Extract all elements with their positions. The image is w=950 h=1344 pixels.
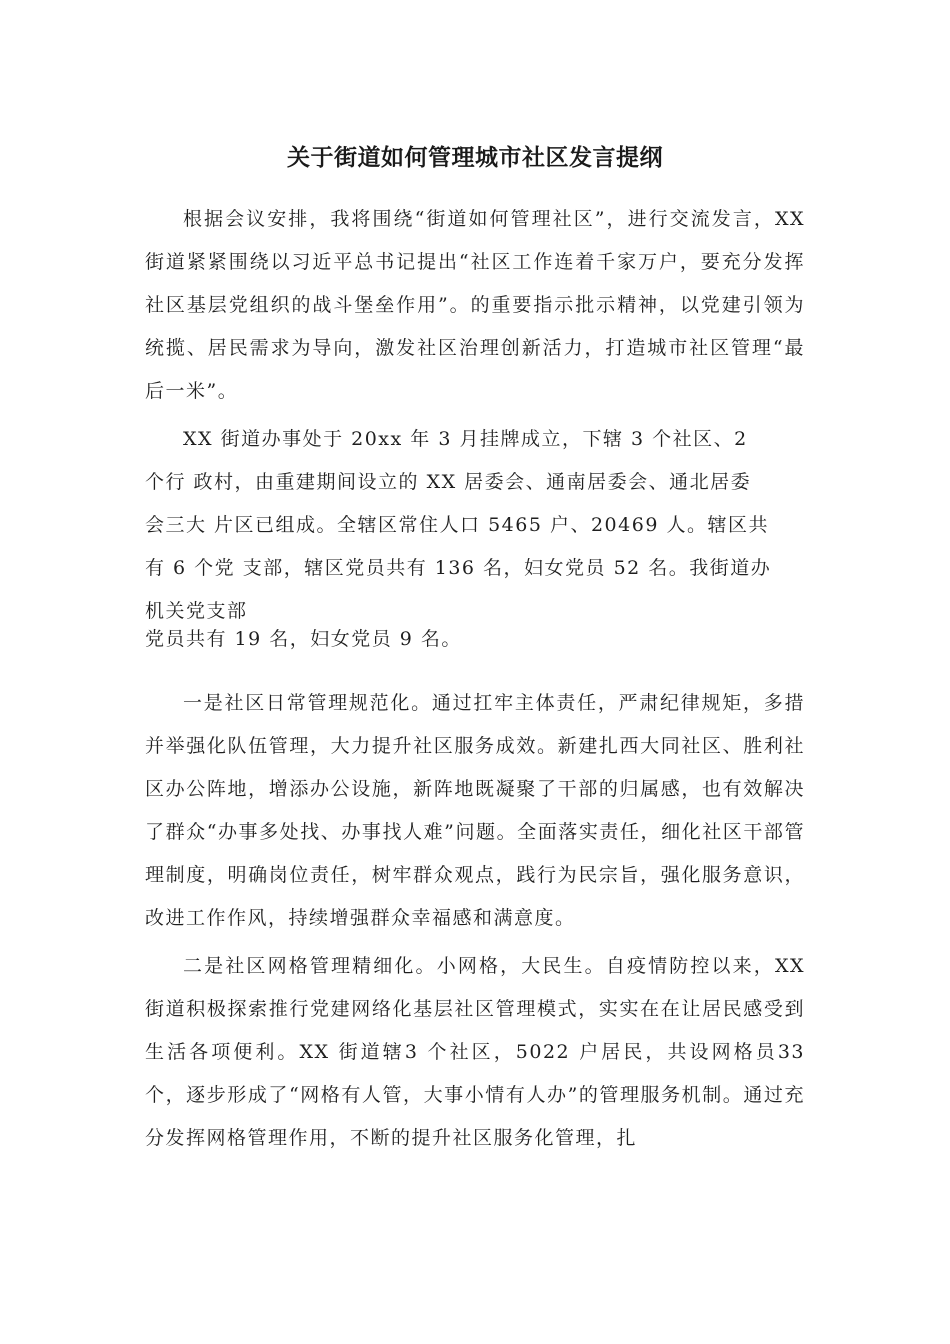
overview-line-6: 党员共有 19 名，妇女党员 9 名。 bbox=[145, 628, 462, 650]
overview-line-5: 机关党支部 bbox=[145, 600, 248, 622]
overview-line-2: 个行 政村，由重建期间设立的 XX 居委会、通南居委会、通北居委 bbox=[145, 471, 752, 493]
overview-line-3: 会三大 片区已组成。全辖区常住人口 5465 户、20469 人。辖区共 bbox=[145, 514, 769, 536]
paragraph-point-one: 一是社区日常管理规范化。通过扛牢主体责任，严肃纪律规矩，多措并举强化队伍管理，大力提升社区服务成效。新建扎西大同社区、胜利社区办公阵地，增添办公设施，新阵地既凝聚了干部的归属感，也有效解决了群众“办事多处找、办事找人难”问题。全面落实责任，细化社区干部管理制度，明确岗位责任，树牢群众观点，践行为民宗旨，强化服务意识，改进工作作风，持续增强群众幸福感和满意度。 bbox=[145, 692, 805, 929]
paragraph-overview bbox=[145, 418, 805, 661]
document-title: 关于街道如何管理城市社区发言提纲 bbox=[287, 145, 663, 171]
paragraph-intro: 根据会议安排，我将围绕“街道如何管理社区”，进行交流发言，XX 街道紧紧围绕以习近平总书记提出“社区工作连着千家万户，要充分发挥社区基层党组织的战斗堡垒作用”。的重要指示批示精神，以党建引领为统揽、居民需求为导向，激发社区治理创新活力，打造城市社区管理“最后一米”。 bbox=[145, 208, 805, 402]
paragraph-point-two: 二是社区网格管理精细化。小网格，大民生。自疫情防控以来，XX 街道积极探索推行党建网络化基层社区管理模式，实实在在让居民感受到生活各项便利。XX 街道辖3 个社区，5022 户居民，共设网格员33 个，逐步形成了“网格有人管，大事小情有人办”的管理服务机制。通过充分发挥网格管理作用，不断的提升社区服务化管理，扎 bbox=[145, 955, 805, 1149]
overview-line-1: XX 街道办事处于 20xx 年 3 月挂牌成立，下辖 3 个社区、2 bbox=[183, 428, 748, 450]
overview-line-4: 有 6 个党 支部，辖区党员共有 136 名，妇女党员 52 名。我街道办 bbox=[145, 557, 772, 579]
